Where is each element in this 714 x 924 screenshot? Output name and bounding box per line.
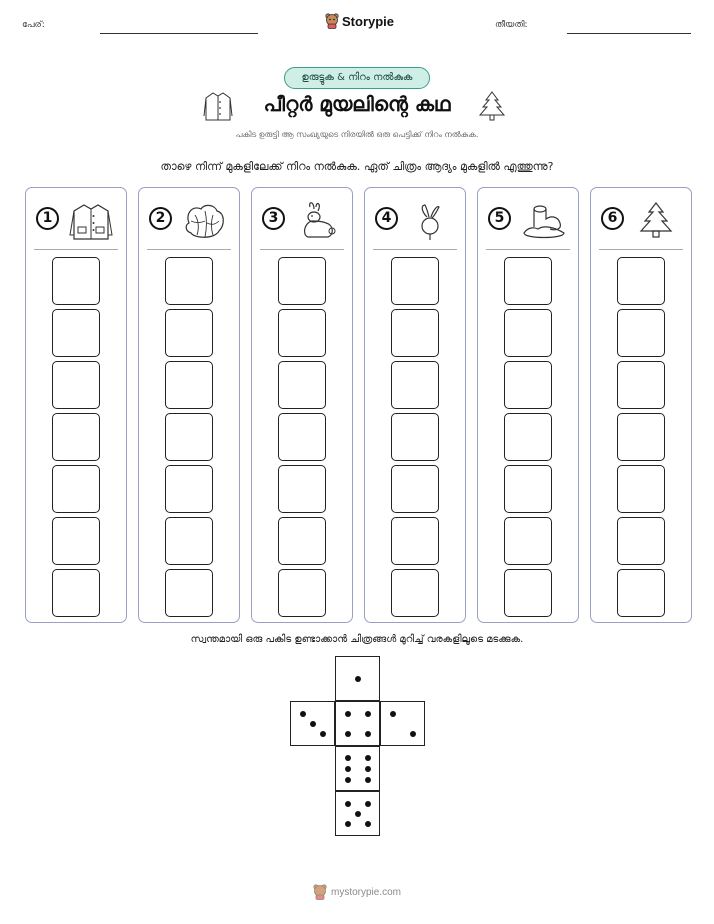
color-box[interactable]	[165, 465, 213, 513]
color-box[interactable]	[617, 361, 665, 409]
color-box[interactable]	[165, 257, 213, 305]
color-box[interactable]	[52, 309, 100, 357]
dice-face-6	[335, 746, 380, 791]
dice-face-2	[380, 701, 425, 746]
color-box[interactable]	[278, 465, 326, 513]
pine-tree-icon	[633, 201, 679, 241]
pine-tree-icon	[477, 90, 507, 122]
instruction-text: താഴെ നിന്ന് മുകളിലേക്ക് നിറം നൽകുക. ഏത് ചിത്രം ആദ്യം മുകളിൽ എത്തുന്നു?	[160, 160, 554, 173]
name-line	[100, 33, 258, 34]
radish-icon	[407, 201, 453, 241]
color-box[interactable]	[391, 413, 439, 461]
color-box[interactable]	[165, 517, 213, 565]
color-box[interactable]	[504, 361, 552, 409]
color-box[interactable]	[165, 569, 213, 617]
color-box[interactable]	[52, 413, 100, 461]
color-box[interactable]	[504, 413, 552, 461]
rabbit-icon	[294, 201, 340, 241]
title-row	[0, 90, 714, 122]
color-box[interactable]	[391, 309, 439, 357]
date-line	[567, 33, 691, 34]
color-box[interactable]	[504, 569, 552, 617]
column-5	[477, 187, 579, 623]
storypie-bear-icon	[325, 13, 339, 29]
color-box[interactable]	[617, 569, 665, 617]
dice-face-3	[290, 701, 335, 746]
color-box[interactable]	[391, 517, 439, 565]
column-number: 6	[601, 207, 624, 230]
color-box[interactable]	[278, 569, 326, 617]
color-box[interactable]	[278, 517, 326, 565]
tree-stump-icon	[520, 201, 566, 241]
color-box[interactable]	[52, 257, 100, 305]
column-number: 3	[262, 207, 285, 230]
column-4	[364, 187, 466, 623]
column-number: 5	[488, 207, 511, 230]
color-box[interactable]	[278, 413, 326, 461]
brand-logo	[325, 13, 394, 29]
jacket-icon	[68, 201, 114, 241]
brand-name: Storypie	[342, 13, 395, 29]
color-box[interactable]	[278, 361, 326, 409]
color-box[interactable]	[52, 361, 100, 409]
color-box[interactable]	[617, 309, 665, 357]
color-box[interactable]	[504, 257, 552, 305]
column-6	[590, 187, 692, 623]
footer-url[interactable]: mystorypie.com	[330, 886, 401, 898]
date-label: തീയതി:	[495, 20, 528, 30]
color-box[interactable]	[52, 569, 100, 617]
lettuce-icon	[181, 201, 227, 241]
name-label: പേര്:	[22, 20, 45, 30]
column-1	[25, 187, 127, 623]
dice-face-4	[335, 701, 380, 746]
color-box[interactable]	[617, 413, 665, 461]
color-box[interactable]	[278, 309, 326, 357]
color-box[interactable]	[617, 257, 665, 305]
column-3	[251, 187, 353, 623]
activity-badge: ഉരുട്ടുക & നിറം നൽകുക	[284, 67, 430, 89]
column-2	[138, 187, 240, 623]
color-box[interactable]	[504, 309, 552, 357]
color-box[interactable]	[278, 257, 326, 305]
color-box[interactable]	[165, 361, 213, 409]
column-number: 4	[375, 207, 398, 230]
subtitle: പകിട ഉരുട്ടി ആ സംഖ്യയുടെ നിരയിൽ ഒരു പെട്ടിക്ക് നിറം നൽകുക.	[235, 130, 479, 139]
column-number: 1	[36, 207, 59, 230]
footer	[0, 884, 714, 900]
color-box[interactable]	[165, 413, 213, 461]
color-box[interactable]	[52, 465, 100, 513]
color-box[interactable]	[391, 257, 439, 305]
dice-net	[290, 656, 425, 836]
color-box[interactable]	[391, 361, 439, 409]
storypie-bear-icon	[313, 884, 327, 900]
dice-face-5	[335, 791, 380, 836]
color-box[interactable]	[617, 517, 665, 565]
color-box[interactable]	[504, 517, 552, 565]
color-box[interactable]	[165, 309, 213, 357]
dice-face-1	[335, 656, 380, 701]
color-box[interactable]	[617, 465, 665, 513]
color-box[interactable]	[391, 465, 439, 513]
color-box[interactable]	[52, 517, 100, 565]
color-box[interactable]	[391, 569, 439, 617]
worksheet-header	[0, 12, 714, 42]
cut-instruction: സ്വന്തമായി ഒരു പകിട ഉണ്ടാക്കാൻ ചിത്രങ്ങൾ മുറിച്ച് വരകളിലൂടെ മടക്കുക.	[190, 634, 524, 645]
color-box[interactable]	[504, 465, 552, 513]
column-number: 2	[149, 207, 172, 230]
page-title: പീറ്റർ മുയലിന്റെ കഥ	[263, 92, 451, 116]
